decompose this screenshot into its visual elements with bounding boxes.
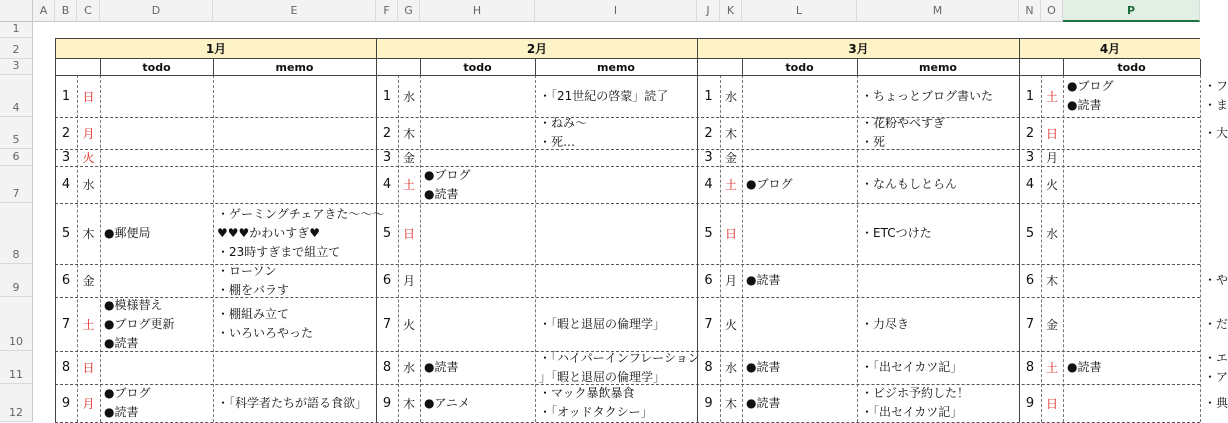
- grid-line-vertical: [1041, 75, 1042, 422]
- day-number[interactable]: 4: [704, 177, 713, 192]
- todo-cell[interactable]: [420, 264, 535, 297]
- grid-line-horizontal: [55, 149, 1200, 150]
- day-number[interactable]: 2: [704, 125, 713, 141]
- column-header-e[interactable]: E: [213, 0, 376, 22]
- day-number[interactable]: 8: [704, 360, 713, 375]
- memo-cell[interactable]: [535, 117, 697, 149]
- day-number[interactable]: 3: [382, 150, 392, 165]
- todo-cell[interactable]: [420, 166, 535, 203]
- month-header[interactable]: 2月: [376, 38, 697, 59]
- column-header-m[interactable]: M: [857, 0, 1019, 22]
- memo-cell[interactable]: ・大: [1204, 125, 1228, 140]
- day-of-week[interactable]: 水: [402, 361, 415, 375]
- day-number[interactable]: 2: [61, 125, 71, 141]
- memo-cell[interactable]: [857, 297, 1019, 351]
- row-header-8[interactable]: 8: [0, 203, 33, 264]
- todo-cell[interactable]: [100, 75, 213, 117]
- memo-item: ・「暇と退屈の倫理学」: [539, 316, 666, 331]
- day-of-week[interactable]: 火: [1045, 178, 1058, 192]
- grid-line-vertical: [1063, 75, 1064, 422]
- todo-cell[interactable]: [1063, 75, 1200, 117]
- grid-line-vertical: [100, 59, 101, 75]
- memo-item: ・ビジホ予約した！: [861, 386, 970, 400]
- day-number[interactable]: 3: [1025, 150, 1035, 165]
- grid-line-vertical: [398, 75, 399, 422]
- day-number[interactable]: 1: [704, 88, 713, 104]
- memo-cell[interactable]: [535, 166, 697, 203]
- row-header-5[interactable]: 5: [0, 117, 33, 149]
- day-number[interactable]: 1: [382, 88, 392, 104]
- column-header-p[interactable]: P: [1063, 0, 1200, 22]
- todo-item: ●模様替え: [104, 297, 163, 312]
- memo-cell[interactable]: [857, 351, 1019, 384]
- memo-cell[interactable]: [857, 384, 1019, 422]
- day-number[interactable]: 8: [1025, 360, 1035, 375]
- todo-cell[interactable]: [1063, 203, 1200, 264]
- grid-line-vertical: [100, 75, 101, 422]
- todo-item: ●郵便局: [104, 226, 151, 240]
- todo-item: ●読書: [424, 186, 459, 201]
- memo-cell[interactable]: [535, 264, 697, 297]
- grid-line-vertical: [535, 75, 536, 422]
- day-number[interactable]: 8: [61, 360, 71, 375]
- day-of-week[interactable]: 金: [724, 151, 737, 165]
- day-of-week[interactable]: 土: [82, 317, 95, 332]
- row-header-1[interactable]: 1: [0, 22, 33, 38]
- todo-item: ●読書: [1067, 98, 1102, 112]
- label-row-border: [55, 75, 1200, 76]
- todo-item: ●ブログ: [104, 386, 151, 400]
- day-of-week[interactable]: 土: [402, 178, 415, 192]
- todo-item: ●読書: [746, 273, 781, 287]
- todo-cell[interactable]: [742, 203, 857, 264]
- memo-cell[interactable]: [857, 117, 1019, 149]
- grid-line-vertical: [1200, 75, 1201, 422]
- memo-cell[interactable]: [535, 75, 697, 117]
- memo-cell[interactable]: [857, 75, 1019, 117]
- todo-cell[interactable]: [420, 351, 535, 384]
- memo-item: ・ETCつけた: [861, 226, 932, 240]
- memo-cell[interactable]: [213, 166, 376, 203]
- memo-cell[interactable]: [213, 264, 376, 297]
- row-header-3[interactable]: 3: [0, 59, 33, 75]
- todo-cell[interactable]: [742, 297, 857, 351]
- column-header-h[interactable]: H: [420, 0, 535, 22]
- day-number[interactable]: 7: [704, 316, 713, 332]
- grid-line-vertical: [213, 59, 214, 75]
- memo-label[interactable]: memo: [597, 60, 635, 74]
- row-header-10[interactable]: 10: [0, 297, 33, 351]
- grid-line-horizontal: [55, 384, 1200, 385]
- day-number[interactable]: 7: [61, 316, 71, 332]
- grid-line-vertical: [1200, 59, 1201, 75]
- day-number[interactable]: 2: [382, 125, 392, 141]
- day-of-week[interactable]: 金: [82, 274, 95, 288]
- grid-line-vertical: [720, 75, 721, 422]
- day-number[interactable]: 3: [61, 150, 71, 165]
- day-of-week[interactable]: 水: [724, 361, 737, 375]
- memo-item: ・花粉やべすぎ: [861, 116, 946, 130]
- memo-item: 」「暇と退屈の倫理学」: [539, 369, 666, 384]
- column-header-l[interactable]: L: [742, 0, 857, 22]
- memo-item: ♥♥♥かわいすぎ♥: [217, 226, 321, 240]
- todo-item: ●読書: [424, 360, 459, 374]
- grid-line-vertical: [420, 75, 421, 422]
- grid-line-horizontal: [55, 166, 1200, 167]
- todo-cell[interactable]: [100, 351, 213, 384]
- todo-cell[interactable]: [1063, 351, 1200, 384]
- day-of-week[interactable]: 火: [724, 317, 737, 332]
- todo-cell[interactable]: [100, 166, 213, 203]
- todo-item: ●アニメ: [424, 395, 470, 410]
- grid-line-vertical: [742, 75, 743, 422]
- todo-cell[interactable]: [742, 264, 857, 297]
- memo-cell[interactable]: [535, 203, 697, 264]
- memo-item: ・ちょっとブログ書いた: [861, 88, 994, 103]
- memo-item: ・マック暴飲暴食: [539, 386, 635, 400]
- memo-cell[interactable]: ・や: [1204, 273, 1228, 287]
- memo-item: ・いろいろやった: [217, 326, 314, 340]
- grid-line-vertical: [213, 75, 214, 422]
- grid-line-horizontal: [55, 203, 1200, 204]
- month-header[interactable]: 1月: [55, 38, 376, 59]
- grid-line-vertical: [857, 75, 858, 422]
- memo-cell[interactable]: [857, 166, 1019, 203]
- memo-item: ・棚をバラす: [217, 282, 290, 297]
- day-number[interactable]: 7: [382, 316, 392, 332]
- column-header-c[interactable]: C: [77, 0, 100, 22]
- day-of-week[interactable]: 火: [402, 317, 415, 332]
- memo-cell[interactable]: [213, 203, 385, 264]
- grid-line-vertical: [1063, 59, 1064, 75]
- todo-cell[interactable]: [742, 166, 857, 203]
- day-of-week[interactable]: 木: [1045, 274, 1058, 288]
- todo-cell[interactable]: [1063, 117, 1200, 149]
- memo-item: ・「出セイカツ記」: [861, 360, 963, 374]
- day-number[interactable]: 7: [1025, 316, 1035, 332]
- column-header-j[interactable]: J: [697, 0, 720, 22]
- memo-item: ・なんもしとらん: [861, 177, 958, 191]
- memo-item: ・力尽き: [861, 316, 910, 331]
- select-all-corner[interactable]: [0, 0, 33, 22]
- memo-item: ・ローソン: [217, 263, 277, 278]
- memo-item: ・「出セイカツ記」: [861, 405, 963, 419]
- day-of-week[interactable]: 日: [1045, 126, 1058, 141]
- day-number[interactable]: 5: [61, 226, 71, 241]
- day-of-week[interactable]: 月: [82, 396, 95, 411]
- memo-label[interactable]: memo: [919, 60, 957, 74]
- todo-cell[interactable]: [420, 203, 535, 264]
- day-of-week[interactable]: 水: [1045, 227, 1058, 241]
- todo-cell[interactable]: [100, 203, 213, 264]
- todo-cell[interactable]: [420, 384, 535, 422]
- memo-item: ・23時すぎまで組立て: [217, 245, 341, 259]
- todo-cell[interactable]: [742, 117, 857, 149]
- todo-item: ●読書: [1067, 360, 1102, 374]
- day-of-week[interactable]: 水: [82, 178, 95, 192]
- day-number[interactable]: 6: [382, 273, 392, 288]
- day-number[interactable]: 4: [1025, 177, 1035, 192]
- day-of-week[interactable]: 水: [724, 89, 737, 104]
- column-header-d[interactable]: D: [100, 0, 213, 22]
- todo-item: ●ブログ更新: [104, 316, 175, 331]
- day-of-week[interactable]: 木: [724, 396, 737, 411]
- todo-item: ●読書: [104, 335, 139, 350]
- day-number[interactable]: 9: [704, 395, 713, 411]
- memo-cell[interactable]: [213, 117, 376, 149]
- day-of-week[interactable]: 土: [724, 178, 737, 192]
- todo-cell[interactable]: [420, 117, 535, 149]
- row-header-2[interactable]: 2: [0, 38, 33, 59]
- day-number[interactable]: 9: [382, 395, 392, 411]
- todo-cell[interactable]: [100, 297, 213, 351]
- todo-label[interactable]: todo: [463, 60, 492, 74]
- month-header[interactable]: 4月: [1019, 38, 1200, 59]
- day-number[interactable]: 1: [1025, 88, 1035, 104]
- day-number[interactable]: 4: [61, 177, 71, 192]
- memo-cell[interactable]: [535, 149, 697, 166]
- todo-cell[interactable]: [742, 351, 857, 384]
- memo-cell[interactable]: [535, 297, 697, 351]
- memo-cell[interactable]: [213, 351, 376, 384]
- todo-cell[interactable]: [100, 264, 213, 297]
- todo-cell[interactable]: [1063, 149, 1200, 166]
- day-number[interactable]: 1: [61, 88, 71, 104]
- day-number[interactable]: 6: [1025, 273, 1035, 288]
- memo-cell[interactable]: [213, 75, 376, 117]
- day-of-week[interactable]: 金: [402, 151, 415, 165]
- memo-cell[interactable]: [857, 203, 1019, 264]
- memo-cell[interactable]: [213, 149, 376, 166]
- todo-item: ●ブログ: [1067, 79, 1114, 93]
- todo-label[interactable]: todo: [785, 60, 814, 74]
- column-header-i[interactable]: I: [535, 0, 697, 22]
- memo-item: ・死…: [539, 135, 576, 149]
- row-header-9[interactable]: 9: [0, 264, 33, 297]
- memo-item: ・「科学者たちが語る食欲」: [217, 395, 368, 410]
- month-border: [376, 38, 377, 422]
- day-of-week[interactable]: 月: [402, 274, 415, 288]
- memo-cell[interactable]: ・エ ・ア: [1204, 350, 1228, 384]
- day-of-week[interactable]: 月: [1045, 151, 1058, 165]
- memo-cell[interactable]: [213, 384, 376, 422]
- month-border: [697, 38, 698, 422]
- day-of-week[interactable]: 木: [82, 227, 95, 241]
- day-of-week[interactable]: 日: [82, 361, 95, 375]
- memo-cell[interactable]: [857, 264, 1019, 297]
- grid-line-vertical: [420, 59, 421, 75]
- day-of-week[interactable]: 火: [82, 151, 95, 165]
- column-header-f[interactable]: F: [376, 0, 398, 22]
- column-header-b[interactable]: B: [55, 0, 77, 22]
- memo-item: ・「21世紀の啓蒙」読了: [539, 88, 669, 103]
- memo-cell[interactable]: ・だ: [1204, 316, 1228, 331]
- todo-cell[interactable]: [1063, 166, 1200, 203]
- row-header-7[interactable]: 7: [0, 166, 33, 203]
- todo-label[interactable]: todo: [1117, 60, 1146, 74]
- todo-cell[interactable]: [100, 384, 213, 422]
- month-border: [1019, 38, 1020, 422]
- day-number[interactable]: 6: [61, 273, 71, 288]
- todo-cell[interactable]: [100, 149, 213, 166]
- memo-item: ・「オッドタクシー」: [539, 405, 653, 419]
- day-of-week[interactable]: 月: [82, 126, 95, 141]
- day-number[interactable]: 5: [1025, 226, 1035, 241]
- grid-line-vertical: [77, 75, 78, 422]
- memo-cell[interactable]: [857, 149, 1019, 166]
- day-number[interactable]: 9: [1025, 395, 1035, 411]
- day-number[interactable]: 2: [1025, 125, 1035, 141]
- todo-cell[interactable]: [742, 75, 857, 117]
- todo-cell[interactable]: [420, 297, 535, 351]
- column-header-n[interactable]: N: [1019, 0, 1041, 22]
- memo-cell[interactable]: ・典: [1204, 395, 1228, 410]
- day-of-week[interactable]: 木: [402, 396, 415, 411]
- todo-item: ●読書: [746, 360, 781, 374]
- memo-cell[interactable]: [535, 350, 700, 384]
- todo-cell[interactable]: [1063, 297, 1200, 351]
- column-header-o[interactable]: O: [1041, 0, 1063, 22]
- day-of-week[interactable]: 日: [82, 89, 95, 104]
- todo-cell[interactable]: [1063, 264, 1200, 297]
- day-number[interactable]: 3: [704, 150, 713, 165]
- memo-item: ・ねみ〜: [539, 116, 588, 130]
- grid-line-horizontal: [55, 297, 1200, 298]
- day-of-week[interactable]: 月: [724, 274, 737, 288]
- todo-cell[interactable]: [742, 149, 857, 166]
- todo-item: ●読書: [104, 405, 139, 419]
- day-of-week[interactable]: 日: [402, 227, 415, 241]
- day-of-week[interactable]: 水: [402, 89, 415, 104]
- todo-item: ●ブログ: [746, 177, 793, 191]
- day-of-week[interactable]: 日: [1045, 396, 1058, 411]
- memo-cell[interactable]: [213, 297, 376, 351]
- todo-cell[interactable]: [1063, 384, 1200, 422]
- todo-cell[interactable]: [420, 149, 535, 166]
- todo-cell[interactable]: [420, 75, 535, 117]
- day-of-week[interactable]: 土: [1045, 89, 1058, 104]
- column-header-a[interactable]: A: [33, 0, 55, 22]
- todo-label[interactable]: todo: [142, 60, 171, 74]
- day-number[interactable]: 9: [61, 395, 71, 411]
- todo-item: ●読書: [746, 395, 781, 410]
- row-header-12[interactable]: 12: [0, 384, 33, 422]
- day-number[interactable]: 8: [382, 360, 392, 375]
- day-number[interactable]: 5: [704, 226, 713, 241]
- day-of-week[interactable]: 金: [1045, 317, 1058, 332]
- todo-cell[interactable]: [100, 117, 213, 149]
- grid-line-horizontal: [55, 264, 1200, 265]
- grid-line-horizontal: [55, 117, 1200, 118]
- memo-item: ・死: [861, 135, 886, 149]
- day-number[interactable]: 4: [382, 177, 392, 192]
- grid-line-horizontal: [55, 351, 1200, 352]
- column-header-k[interactable]: K: [720, 0, 742, 22]
- month-header[interactable]: 3月: [697, 38, 1019, 59]
- grid-line-vertical: [742, 59, 743, 75]
- column-header-g[interactable]: G: [398, 0, 420, 22]
- day-number[interactable]: 5: [382, 226, 392, 241]
- day-of-week[interactable]: 木: [402, 126, 415, 141]
- row-header-6[interactable]: 6: [0, 149, 33, 166]
- memo-label[interactable]: memo: [275, 60, 314, 74]
- memo-cell[interactable]: [535, 384, 697, 422]
- grid-line-vertical: [857, 59, 858, 75]
- memo-item: ・棚組み立て: [217, 307, 290, 321]
- day-of-week[interactable]: 日: [724, 227, 737, 241]
- row-header-4[interactable]: 4: [0, 75, 33, 117]
- day-of-week[interactable]: 土: [1045, 361, 1058, 375]
- row-header-11[interactable]: 11: [0, 351, 33, 384]
- day-number[interactable]: 6: [704, 273, 713, 288]
- memo-item: ・「ハイパーインフレーション: [539, 350, 700, 365]
- day-of-week[interactable]: 木: [724, 126, 737, 141]
- todo-item: ●ブログ: [424, 167, 471, 182]
- memo-cell[interactable]: ・フ ・ま: [1204, 79, 1228, 112]
- memo-item: ・ゲーミングチェアきた〜〜〜: [217, 207, 385, 221]
- month-border: [55, 38, 56, 422]
- todo-cell[interactable]: [742, 384, 857, 422]
- grid-line-vertical: [535, 59, 536, 75]
